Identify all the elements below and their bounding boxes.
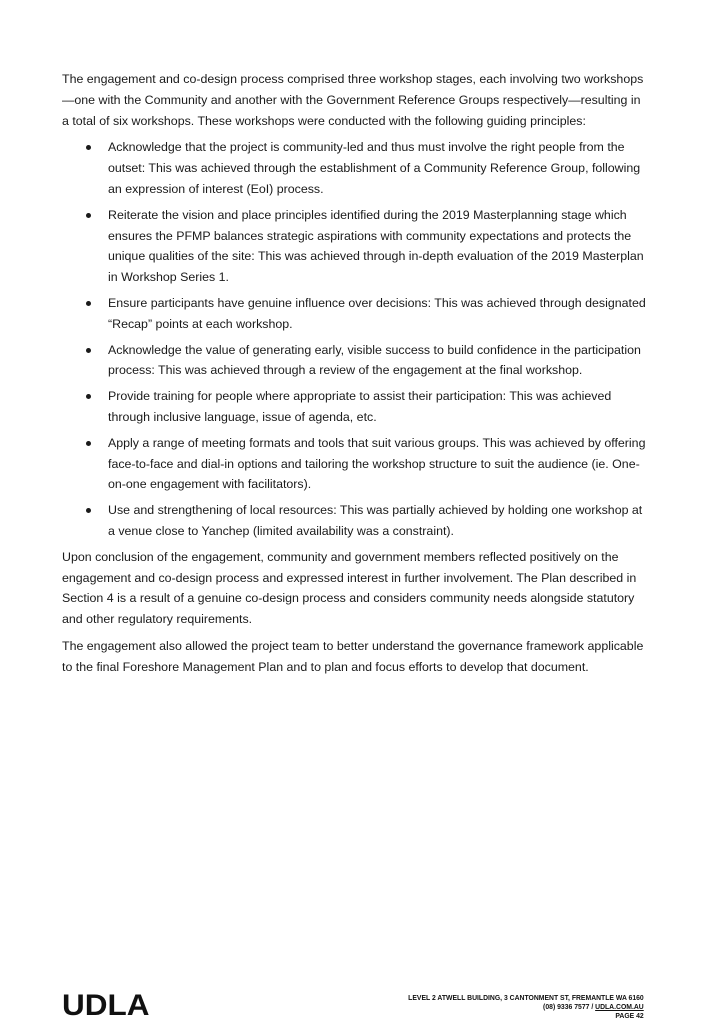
- website-link[interactable]: UDLA.COM.AU: [595, 1002, 644, 1011]
- footer-address-line: LEVEL 2 ATWELL BUILDING, 3 CANTONMENT ST, FREMANTLE WA 6160: [408, 993, 644, 1002]
- list-item: [62, 137, 648, 199]
- list-item: [62, 433, 648, 495]
- bullet-icon: [86, 145, 91, 150]
- bullet-icon: [86, 213, 91, 218]
- list-item-text: Ensure participants have genuine influence over decisions: This was achieved through designated “Recap” points at each workshop.: [108, 295, 646, 331]
- list-item-text: Acknowledge the value of generating early, visible success to build confidence in the participation process: This was achieved through a review of the engagement at the final workshop.: [108, 342, 641, 378]
- bullet-icon: [86, 508, 91, 513]
- bullet-icon: [86, 348, 91, 353]
- list-item: [62, 500, 648, 542]
- list-item-text: Provide training for people where appropriate to assist their participation: This was achieved through inclusive language, issue of agenda, etc.: [108, 389, 612, 424]
- footer-contact: [408, 993, 644, 1020]
- list-item: [62, 386, 648, 428]
- intro-paragraph: The engagement and co-design process comprised three workshop stages, each involving two workshops—one with the Community and another with the Government Reference Groups respectively—resulting in a total of six workshops. These workshops were conducted with the following guiding principles:: [62, 72, 644, 128]
- list-item-text: Use and strengthening of local resources: This was partially achieved by holding one workshop at a venue close to Yanchep (limited availability was a constraint).: [108, 503, 643, 538]
- list-item: [62, 340, 648, 382]
- bullet-icon: [86, 441, 91, 446]
- footer-separator: /: [589, 1002, 596, 1011]
- footer-contact-line: [408, 1002, 644, 1011]
- bullet-icon: [86, 394, 91, 399]
- footer-phone: (08) 9336 7577: [543, 1002, 590, 1011]
- guiding-principles-list: [62, 137, 648, 541]
- page-body: [62, 69, 648, 684]
- list-item: [62, 293, 648, 335]
- list-item: [62, 205, 648, 288]
- conclusion-paragraph: Upon conclusion of the engagement, community and government members reflected positively on the engagement and co-design process and expressed interest in further involvement. The Plan described in Section 4 is a result of a genuine co-design process and considers community needs alongside statutory and other regulatory requirements.: [62, 549, 637, 627]
- list-item-text: Reiterate the vision and place principles identified during the 2019 Masterplanning stage which ensures the PFMP balances strategic aspirations with community expectations and protects the unique qualities of the site: This was achieved through in-depth evaluation of the 2019 Masterplan in Workshop Series 1.: [108, 207, 644, 285]
- list-item-text: Acknowledge that the project is community-led and thus must involve the right people from the outset: This was achieved through the establishment of a Community Reference Group, following an expression of interest (EoI) process.: [108, 140, 641, 196]
- page-number: PAGE 42: [615, 1011, 644, 1020]
- governance-paragraph: The engagement also allowed the project team to better understand the governance framework applicable to the final Foreshore Management Plan and to plan and focus efforts to develop that document.: [62, 638, 644, 674]
- list-item-text: Apply a range of meeting formats and tools that suit various groups. This was achieved by offering face-to-face and dial-in options and tailoring the workshop structure to suit the audience (ie. One-on-one engagement with facilitators).: [108, 435, 646, 492]
- udla-logo: UDLA: [62, 989, 150, 1022]
- bullet-icon: [86, 301, 91, 306]
